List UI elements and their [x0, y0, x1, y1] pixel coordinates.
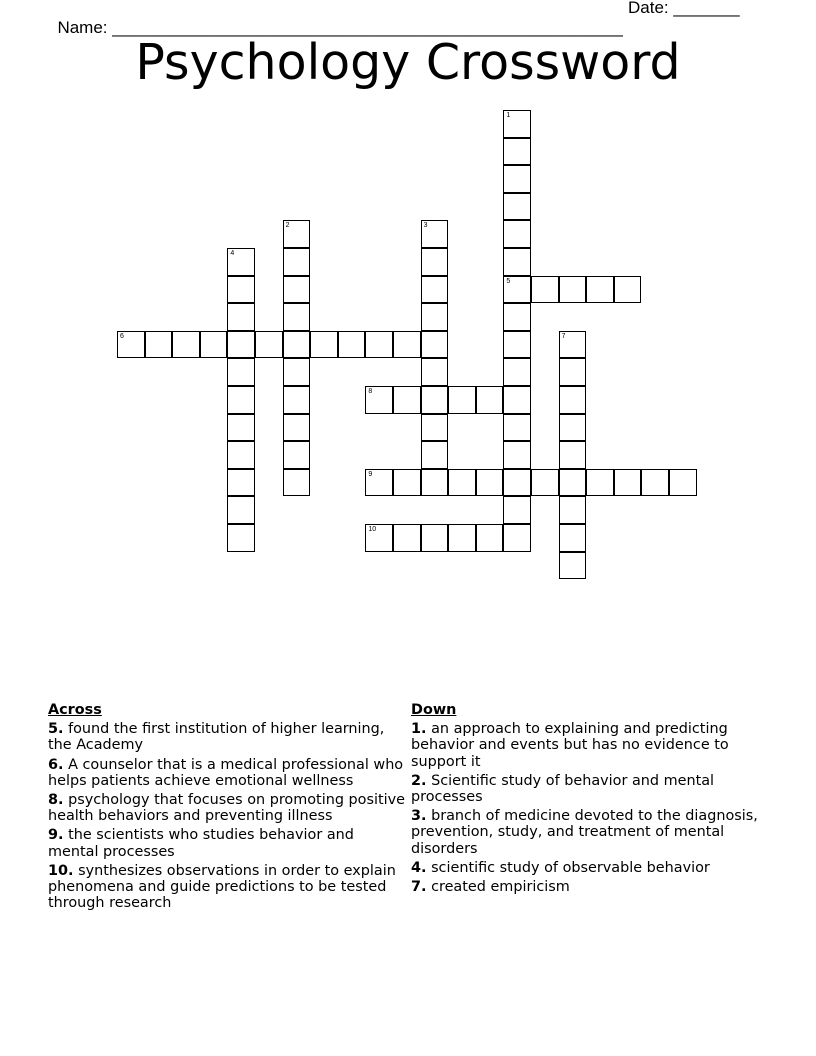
grid-cell[interactable] [421, 248, 449, 276]
grid-cell[interactable] [421, 469, 449, 497]
grid-cell[interactable] [503, 524, 531, 552]
grid-cell[interactable] [531, 469, 559, 497]
clue-across-10: 10. synthesizes observations in order to explain phenomena and guide predictions to be tested through research [48, 862, 396, 912]
grid-cell[interactable] [503, 331, 531, 359]
grid-cell[interactable] [503, 469, 531, 497]
grid-cell[interactable] [448, 386, 476, 414]
grid-cell[interactable] [227, 414, 255, 442]
grid-cell[interactable] [559, 386, 587, 414]
grid-cell[interactable] [503, 165, 531, 193]
clue-down-3: 3. branch of medicine devoted to the diagnosis, prevention, study, and treatment of mental disorders [411, 808, 758, 857]
grid-cell[interactable] [448, 524, 476, 552]
clue-number: 9 [368, 470, 373, 478]
grid-cell[interactable] [503, 193, 531, 221]
grid-cell[interactable] [503, 414, 531, 442]
grid-cell[interactable] [586, 469, 614, 497]
grid-cell[interactable] [614, 276, 642, 304]
grid-cell[interactable] [283, 220, 311, 248]
grid-cell[interactable] [283, 248, 311, 276]
grid-cell[interactable] [421, 386, 449, 414]
grid-cell[interactable] [559, 358, 587, 386]
grid-cell[interactable] [283, 386, 311, 414]
grid-cell[interactable] [145, 331, 173, 359]
down-clues [411, 702, 766, 898]
grid-cell[interactable] [559, 276, 587, 304]
grid-cell[interactable] [365, 331, 393, 359]
grid-cell[interactable] [283, 469, 311, 497]
clue-number: 2 [285, 222, 290, 230]
grid-cell[interactable] [310, 331, 338, 359]
grid-cell[interactable] [614, 469, 642, 497]
grid-cell[interactable] [227, 469, 255, 497]
grid-cell[interactable] [283, 303, 311, 331]
grid-cell[interactable] [559, 331, 587, 359]
grid-cell[interactable] [283, 414, 311, 442]
grid-cell[interactable] [559, 469, 587, 497]
clue-number: 3 [423, 222, 428, 230]
grid-cell[interactable] [503, 441, 531, 469]
grid-cell[interactable] [503, 386, 531, 414]
clue-number: 10 [368, 526, 377, 533]
grid-cell[interactable] [669, 469, 697, 497]
across-clues [48, 702, 408, 914]
grid-cell[interactable] [503, 138, 531, 166]
grid-cell[interactable] [559, 414, 587, 442]
grid-cell[interactable] [559, 496, 587, 524]
grid-cell[interactable] [476, 469, 504, 497]
clue-number: 5 [506, 277, 511, 285]
grid-cell[interactable] [227, 524, 255, 552]
grid-cell[interactable] [421, 220, 449, 248]
down-heading: Down [411, 702, 457, 718]
grid-cell[interactable] [503, 220, 531, 248]
grid-cell[interactable] [503, 496, 531, 524]
grid-cell[interactable] [421, 358, 449, 386]
clue-down-7: 7. created empiricism [411, 879, 570, 896]
grid-cell[interactable] [393, 469, 421, 497]
grid-cell[interactable] [559, 441, 587, 469]
grid-cell[interactable] [421, 303, 449, 331]
grid-cell[interactable] [559, 524, 587, 552]
grid-cell[interactable] [227, 441, 255, 469]
grid-cell[interactable] [503, 110, 531, 138]
grid-cell[interactable] [503, 358, 531, 386]
grid-cell[interactable] [421, 331, 449, 359]
grid-cell[interactable] [227, 386, 255, 414]
grid-cell[interactable] [365, 386, 393, 414]
grid-cell[interactable] [283, 358, 311, 386]
grid-cell[interactable] [476, 524, 504, 552]
clue-across-8: 8. psychology that focuses on promoting positive health behaviors and preventing illness [48, 792, 405, 825]
grid-cell[interactable] [227, 303, 255, 331]
grid-cell[interactable] [476, 386, 504, 414]
grid-cell[interactable] [503, 248, 531, 276]
grid-cell[interactable] [338, 331, 366, 359]
grid-cell[interactable] [227, 331, 255, 359]
grid-cell[interactable] [641, 469, 669, 497]
grid-cell[interactable] [503, 303, 531, 331]
grid-cell[interactable] [503, 276, 531, 304]
grid-cell[interactable] [283, 441, 311, 469]
clue-number: 7 [561, 332, 566, 340]
clue-number: 8 [368, 388, 373, 395]
clue-across-6: 6. A counselor that is a medical professional who helps patients achieve emotional wellness [48, 756, 404, 789]
grid-cell[interactable] [586, 276, 614, 304]
clue-number: 4 [230, 250, 235, 257]
grid-cell[interactable] [227, 276, 255, 304]
across-heading: Across [48, 702, 102, 718]
page-title: Psychology Crossword [135, 34, 681, 91]
name-field-label: Name: ______________________________________________________ [57, 18, 623, 37]
date-field-label: Date: _______ [628, 0, 740, 17]
grid-cell[interactable] [421, 414, 449, 442]
grid-cell[interactable] [117, 331, 145, 359]
grid-cell[interactable] [200, 331, 228, 359]
clue-down-2: 2. Scientific study of behavior and mental processes [411, 772, 715, 806]
clue-across-9: 9. the scientists who studies behavior and mental processes [48, 827, 354, 860]
grid-cell[interactable] [283, 276, 311, 304]
grid-cell[interactable] [227, 496, 255, 524]
grid-cell[interactable] [421, 276, 449, 304]
grid-cell[interactable] [227, 358, 255, 386]
grid-cell[interactable] [559, 552, 587, 580]
grid-cell[interactable] [393, 524, 421, 552]
grid-cell[interactable] [531, 276, 559, 304]
clue-across-5: 5. found the first institution of higher learning, the Academy [48, 721, 385, 754]
grid-cell[interactable] [393, 386, 421, 414]
clue-number: 6 [120, 332, 124, 340]
grid-cell[interactable] [255, 331, 283, 359]
grid-cell[interactable] [365, 524, 393, 552]
grid-cell[interactable] [421, 524, 449, 552]
clue-number: 1 [506, 112, 511, 119]
grid-cell[interactable] [227, 248, 255, 276]
clue-down-4: 4. scientific study of observable behavior [411, 859, 710, 876]
grid-cell[interactable] [283, 331, 311, 359]
clue-down-1: 1. an approach to explaining and predicting behavior and events but has no evidence to support it [411, 721, 729, 770]
grid-cell[interactable] [393, 331, 421, 359]
grid-cell[interactable] [448, 469, 476, 497]
grid-cell[interactable] [172, 331, 200, 359]
grid-cell[interactable] [365, 469, 393, 497]
grid-cell[interactable] [421, 441, 449, 469]
